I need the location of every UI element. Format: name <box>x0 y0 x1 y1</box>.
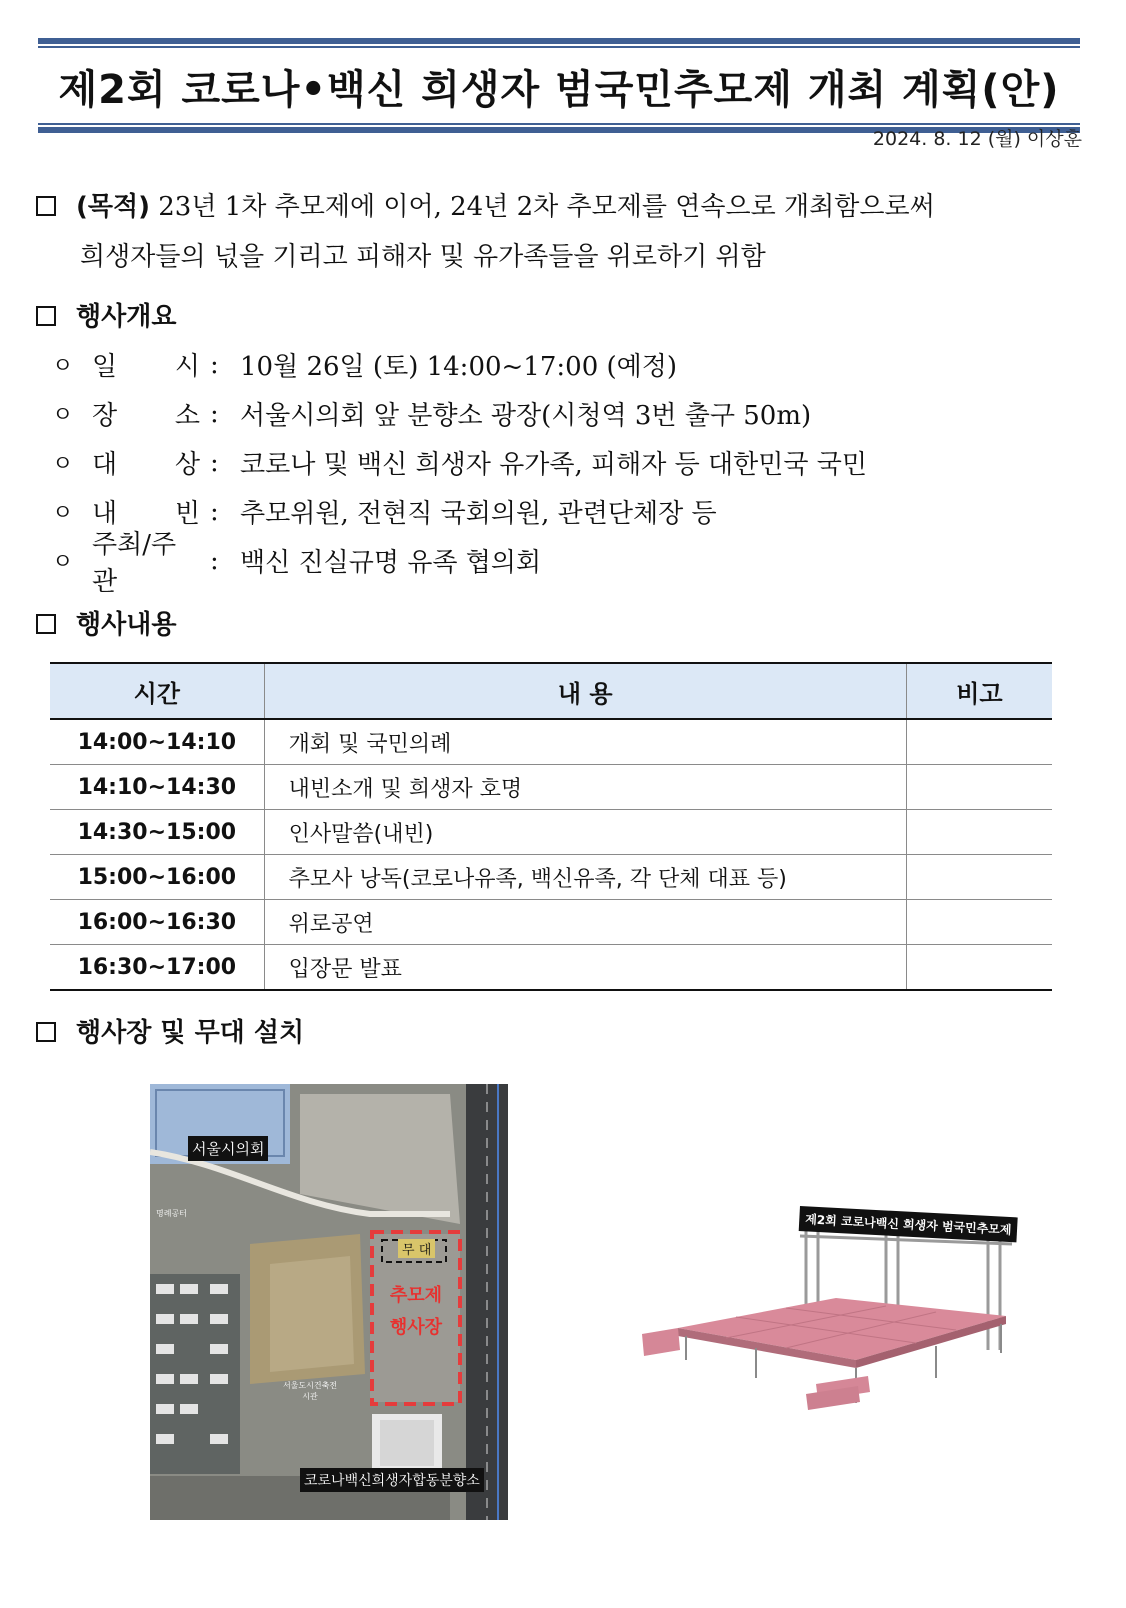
table-row <box>50 765 1052 810</box>
checkbox-square-icon <box>36 306 56 326</box>
overview-value: 코로나 및 백신 희생자 유가족, 피해자 등 대한민국 국민 <box>240 450 867 480</box>
cell-note <box>906 810 1052 855</box>
circle-bullet-icon: ㅇ <box>52 550 74 575</box>
cell-content: 내빈소개 및 희생자 호명 <box>264 765 906 810</box>
overview-label: 주최/주관 <box>92 529 177 597</box>
cell-note <box>906 900 1052 945</box>
map-label-venue <box>386 1280 446 1344</box>
page-title: 제2회 코로나•백신 희생자 범국민추모제 개최 계획(안) <box>58 67 1060 113</box>
overview-label: 내 빈 <box>92 499 200 529</box>
overview-label: 일 시 <box>92 352 200 382</box>
overview-item: ㅇ 주최/주관 : 백신 진실규명 유족 협의회 <box>52 536 867 585</box>
circle-bullet-icon: ㅇ <box>52 501 74 526</box>
purpose-section <box>36 182 1086 282</box>
cell-content: 위로공연 <box>264 900 906 945</box>
cell-note <box>906 945 1052 991</box>
table-header-row <box>50 663 1052 719</box>
table-row <box>50 900 1052 945</box>
map-label-stage: 무 대 <box>398 1239 435 1258</box>
program-table <box>50 662 1052 991</box>
overview-item: ㅇ 장 소 : 서울시의회 앞 분향소 광장(시청역 3번 출구 50m) <box>52 389 867 438</box>
purpose-text-line1: 23년 1차 추모제에 이어, 24년 2차 추모제를 연속으로 개최함으로써 <box>158 192 935 222</box>
cell-note <box>906 719 1052 765</box>
col-header-content: 내 용 <box>264 663 906 719</box>
date-author: 2024. 8. 12 (월) 이상훈 <box>872 128 1082 150</box>
overview-heading <box>36 296 176 333</box>
overview-item: ㅇ 내 빈 : 추모위원, 전현직 국회의원, 관련단체장 등 <box>52 487 867 536</box>
checkbox-square-icon <box>36 1022 56 1042</box>
circle-bullet-icon: ㅇ <box>52 452 74 477</box>
cell-time: 16:30~17:00 <box>50 945 264 991</box>
col-header-note: 비고 <box>906 663 1052 719</box>
cell-time: 15:00~16:00 <box>50 855 264 900</box>
cell-note <box>906 765 1052 810</box>
stage-banner: 제2회 코로나백신 희생자 범국민추모제 <box>799 1206 1018 1242</box>
cell-content: 개회 및 국민의례 <box>264 719 906 765</box>
overview-value: 10월 26일 (토) 14:00~17:00 (예정) <box>240 352 678 382</box>
title-rule-top <box>38 38 1080 44</box>
cell-time: 14:10~14:30 <box>50 765 264 810</box>
table-row <box>50 855 1052 900</box>
cell-time: 16:00~16:30 <box>50 900 264 945</box>
cell-note <box>906 855 1052 900</box>
stage-illustration <box>636 1188 1056 1428</box>
cell-content: 입장문 발표 <box>264 945 906 991</box>
table-row <box>50 719 1052 765</box>
table-row <box>50 810 1052 855</box>
overview-list <box>52 340 867 597</box>
purpose-text-line2: 희생자들의 넋을 기리고 피해자 및 유가족들을 위로하기 위함 <box>80 242 766 272</box>
venue-aerial-map <box>150 1084 508 1520</box>
circle-bullet-icon: ㅇ <box>52 403 74 428</box>
map-label-council: 서울시의회 <box>188 1136 268 1161</box>
cell-content: 추모사 낭독(코로나유족, 백신유족, 각 단체 대표 등) <box>264 855 906 900</box>
map-label-small2: 서울도시건축전시관 <box>282 1381 338 1401</box>
cell-content: 인사말씀(내빈) <box>264 810 906 855</box>
map-label-venue-line1: 추모제 <box>389 1285 443 1306</box>
cell-time: 14:00~14:10 <box>50 719 264 765</box>
overview-value: 서울시의회 앞 분향소 광장(시청역 3번 출구 50m) <box>240 401 812 431</box>
venue-heading <box>36 1012 304 1049</box>
cell-time: 14:30~15:00 <box>50 810 264 855</box>
purpose-label: (목적) <box>76 192 150 222</box>
table-row <box>50 945 1052 991</box>
checkbox-square-icon <box>36 196 56 216</box>
map-label-altar: 코로나백신희생자합동분향소 <box>300 1468 484 1492</box>
title-block <box>38 38 1080 133</box>
program-heading <box>36 604 176 641</box>
map-label-small1: 명례공터 <box>156 1209 187 1218</box>
overview-value: 추모위원, 전현직 국회의원, 관련단체장 등 <box>240 499 717 529</box>
circle-bullet-icon: ㅇ <box>52 354 74 379</box>
overview-item: ㅇ 대 상 : 코로나 및 백신 희생자 유가족, 피해자 등 대한민국 국민 <box>52 438 867 487</box>
overview-value: 백신 진실규명 유족 협의회 <box>240 548 542 578</box>
map-label-venue-line2: 행사장 <box>389 1317 443 1338</box>
col-header-time: 시간 <box>50 663 264 719</box>
overview-heading-text: 행사개요 <box>76 302 177 332</box>
checkbox-square-icon <box>36 614 56 634</box>
overview-item: ㅇ 일 시 : 10월 26일 (토) 14:00~17:00 (예정) <box>52 340 867 389</box>
overview-label: 대 상 <box>92 450 200 480</box>
venue-heading-text: 행사장 및 무대 설치 <box>76 1018 305 1048</box>
overview-label: 장 소 <box>92 401 200 431</box>
program-heading-text: 행사내용 <box>76 610 177 640</box>
